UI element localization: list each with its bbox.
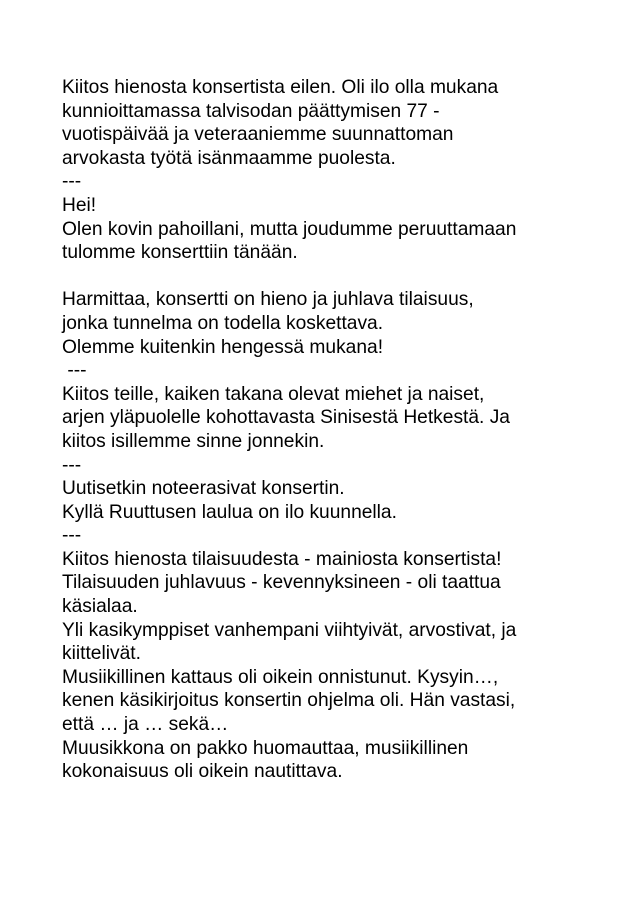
- text-line: Olemme kuitenkin hengessä mukana!: [62, 336, 384, 358]
- text-line: käsialaa.: [62, 596, 138, 618]
- text-line: kiitos isillemme sinne jonnekin.: [62, 430, 325, 452]
- text-line: tulomme konserttiin tänään.: [62, 242, 298, 264]
- text-line: arjen yläpuolelle kohottavasta Sinisestä Hetkestä. Ja: [62, 407, 510, 429]
- text-line: kiittelivät.: [62, 643, 141, 665]
- text-line: Olen kovin pahoillani, mutta joudumme peruuttamaan: [62, 218, 517, 240]
- text-line: arvokasta työtä isänmaamme puolesta.: [62, 147, 396, 169]
- text-line: Muusikkona on pakko huomauttaa, musiikillinen: [62, 737, 469, 759]
- text-line: Kyllä Ruuttusen laulua on ilo kuunnella.: [62, 501, 397, 523]
- text-line: jonka tunnelma on todella koskettava.: [62, 312, 384, 334]
- document-body-text: [62, 76, 600, 784]
- separator-line: ---: [62, 171, 82, 193]
- text-line: Harmittaa, konsertti on hieno ja juhlava tilaisuus,: [62, 289, 474, 311]
- text-line: Kiitos teille, kaiken takana olevat miehet ja naiset,: [62, 383, 485, 405]
- separator-line: ---: [62, 454, 82, 476]
- separator-line: ---: [62, 360, 87, 382]
- text-line: Uutisetkin noteerasivat konsertin.: [62, 478, 345, 500]
- text-line: vuotispäivää ja veteraaniemme suunnattoman: [62, 124, 454, 146]
- text-line: kunnioittamassa talvisodan päättymisen 77 -: [62, 100, 440, 122]
- text-line: kenen käsikirjoitus konsertin ohjelma oli. Hän vastasi,: [62, 690, 516, 712]
- text-line: Kiitos hienosta tilaisuudesta - mainiosta konsertista!: [62, 548, 502, 570]
- blank-line: [62, 265, 600, 289]
- text-line: kokonaisuus oli oikein nautittava.: [62, 761, 343, 783]
- separator-line: ---: [62, 525, 82, 547]
- text-line: Yli kasikymppiset vanhempani viihtyivät, arvostivat, ja: [62, 619, 517, 641]
- text-line: Kiitos hienosta konsertista eilen. Oli ilo olla mukana: [62, 77, 499, 98]
- text-line: Hei!: [62, 194, 97, 216]
- text-line: Musiikillinen kattaus oli oikein onnistunut. Kysyin…,: [62, 666, 499, 688]
- text-line: että … ja … sekä…: [62, 714, 229, 736]
- text-line: Tilaisuuden juhlavuus - kevennyksineen - oli taattua: [62, 572, 501, 594]
